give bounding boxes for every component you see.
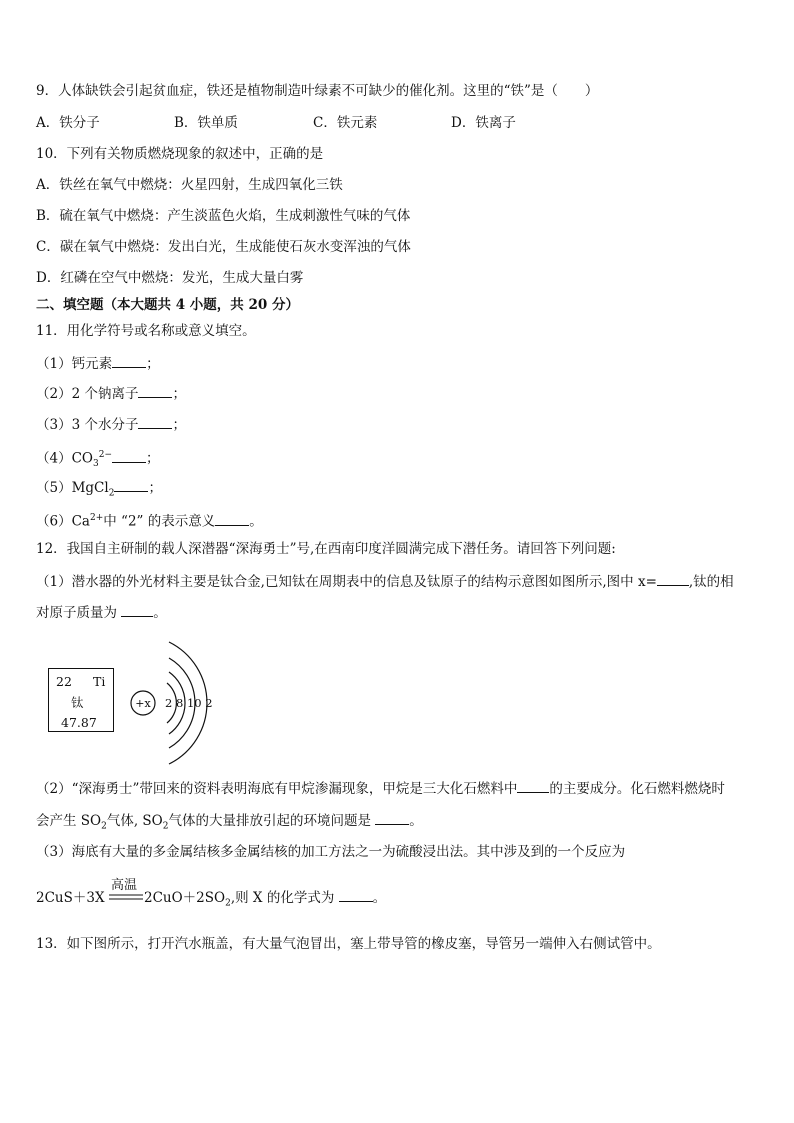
semicolon: ； bbox=[146, 450, 160, 467]
q11-item-6 bbox=[36, 509, 263, 531]
q13-stem: 13．如下图所示，打开汽水瓶盖，有大量气泡冒出，塞上带导管的橡皮塞，导管另一端伸入右侧试管中。 bbox=[36, 936, 661, 952]
q12-part-1-text-2: ,钛的相 bbox=[688, 574, 734, 590]
semicolon: ； bbox=[172, 417, 186, 433]
q10-option-d: D．红磷在空气中燃烧：发光，生成大量白雾 bbox=[36, 270, 304, 286]
semicolon: ； bbox=[148, 480, 162, 496]
subscript: 2 bbox=[225, 898, 231, 909]
answer-blank[interactable] bbox=[339, 888, 373, 902]
q12-part-2-text-5: 气体的大量排放引起的环境问题是 bbox=[168, 813, 376, 829]
answer-blank[interactable] bbox=[138, 415, 172, 429]
q12-part-1-text: （1）潜水器的外光材料主要是钛合金,已知钛在周期表中的信息及钛原子的结构示意图如图所示,图中 x= bbox=[36, 574, 657, 590]
products-text: 2CuO＋2SO bbox=[144, 890, 226, 906]
q9-option-c: C．铁元素 bbox=[313, 115, 378, 131]
q12-stem: 12．我国自主研制的载人深潜器“深海勇士”号,在西南印度洋圆满完成下潜任务。请回答下列问题: bbox=[36, 541, 616, 557]
q12-part-3: （3）海底有大量的多金属结核多金属结核的加工方法之一为硫酸浸出法。其中涉及到的一个反应为 bbox=[36, 844, 626, 860]
q11-item-3-label: （3）3 个水分子 bbox=[36, 417, 139, 433]
subscript: 2 bbox=[101, 821, 107, 832]
q11-item-6-label: （6）Ca bbox=[36, 513, 90, 530]
element-name: 钛 bbox=[71, 695, 84, 710]
q11-item-2-label: （2）2 个钠离子 bbox=[36, 386, 139, 402]
q11-item-4-label: （4）CO bbox=[36, 450, 93, 467]
subscript: 2 bbox=[162, 821, 169, 832]
subscript: 2 bbox=[108, 488, 115, 499]
q9-option-b: B．铁单质 bbox=[174, 115, 238, 131]
q9-option-d: D．铁离子 bbox=[451, 115, 516, 131]
q10-option-a: A．铁丝在氧气中燃烧：火星四射，生成四氧化三铁 bbox=[36, 177, 343, 193]
answer-blank[interactable] bbox=[121, 603, 153, 617]
electron-counts: 2 8 10 2 bbox=[165, 696, 213, 710]
answer-blank[interactable] bbox=[112, 354, 146, 368]
q11-item-1-label: （1）钙元素 bbox=[36, 356, 113, 372]
q11-item-5-label: （5）MgCl bbox=[36, 480, 109, 496]
answer-blank[interactable] bbox=[517, 779, 549, 793]
atomic-number: 22 bbox=[56, 674, 72, 689]
q12-part-2-text-2: 的主要成分。化石燃料燃烧时 bbox=[549, 781, 725, 797]
semicolon: ； bbox=[146, 356, 160, 372]
q11-item-5 bbox=[36, 478, 162, 503]
period: 。 bbox=[409, 813, 423, 829]
q10-option-b: B．硫在氧气中燃烧：产生淡蓝色火焰，生成刺激性气味的气体 bbox=[36, 208, 411, 224]
atomic-mass: 47.87 bbox=[61, 715, 97, 730]
q12-part-2-text-3: 会产生 SO bbox=[36, 813, 102, 829]
element-card-titanium bbox=[48, 668, 114, 732]
period: 。 bbox=[372, 890, 387, 906]
equation-products bbox=[144, 886, 386, 909]
answer-blank[interactable] bbox=[215, 512, 249, 526]
q12-part-2-text: （2）“深海勇士”带回来的资料表明海底有甲烷渗漏现象，甲烷是三大化石燃料中 bbox=[36, 781, 518, 797]
q12-part-1 bbox=[36, 572, 734, 591]
subscript: 3 bbox=[93, 459, 99, 470]
q12-part-2-text-4: 气体, SO bbox=[106, 813, 163, 829]
q9-stem: 9．人体缺铁会引起贫血症，铁还是植物制造叶绿素不可缺少的催化剂。这里的“铁”是（ ） bbox=[36, 83, 599, 99]
q9-option-a: A．铁分子 bbox=[36, 115, 100, 131]
nucleus-charge: +x bbox=[135, 697, 151, 710]
atom-structure-diagram bbox=[125, 636, 225, 772]
equals-sign bbox=[109, 893, 143, 901]
period: 。 bbox=[249, 513, 263, 530]
q12-part-1-cont bbox=[36, 603, 167, 622]
q10-option-c: C．碳在氧气中燃烧：发出白光，生成能使石灰水变浑浊的气体 bbox=[36, 239, 411, 255]
q11-item-1 bbox=[36, 354, 160, 373]
q10-stem: 10．下列有关物质燃烧现象的叙述中，正确的是 bbox=[36, 146, 324, 162]
q12-part-2-cont bbox=[36, 811, 423, 836]
answer-blank[interactable] bbox=[112, 449, 146, 463]
q12-part-1-text-3: 对原子质量为 bbox=[36, 605, 122, 621]
superscript: 2− bbox=[98, 450, 113, 460]
reaction-condition: 高温 bbox=[111, 878, 138, 893]
q12-part-2 bbox=[36, 779, 725, 798]
answer-blank[interactable] bbox=[657, 572, 689, 586]
q9-options bbox=[36, 114, 736, 132]
superscript: 2+ bbox=[89, 513, 104, 523]
q11-item-4 bbox=[36, 446, 160, 473]
q11-stem: 11．用化学符号或名称或意义填空。 bbox=[36, 323, 256, 339]
q11-item-6-text: 中 “2” 的表示意义 bbox=[103, 513, 216, 530]
q11-item-3 bbox=[36, 415, 186, 434]
semicolon: ； bbox=[172, 386, 186, 402]
answer-blank[interactable] bbox=[114, 478, 148, 492]
period: 。 bbox=[153, 605, 167, 621]
q11-item-2 bbox=[36, 384, 186, 403]
question-text: ,则 X 的化学式为 bbox=[230, 890, 339, 906]
equation-reactants: 2CuS＋3X bbox=[36, 890, 105, 906]
answer-blank[interactable] bbox=[138, 384, 172, 398]
element-symbol: Ti bbox=[93, 674, 106, 689]
answer-blank[interactable] bbox=[375, 811, 409, 825]
section-title: 二、填空题（本大题共 4 小题，共 20 分） bbox=[36, 297, 299, 313]
